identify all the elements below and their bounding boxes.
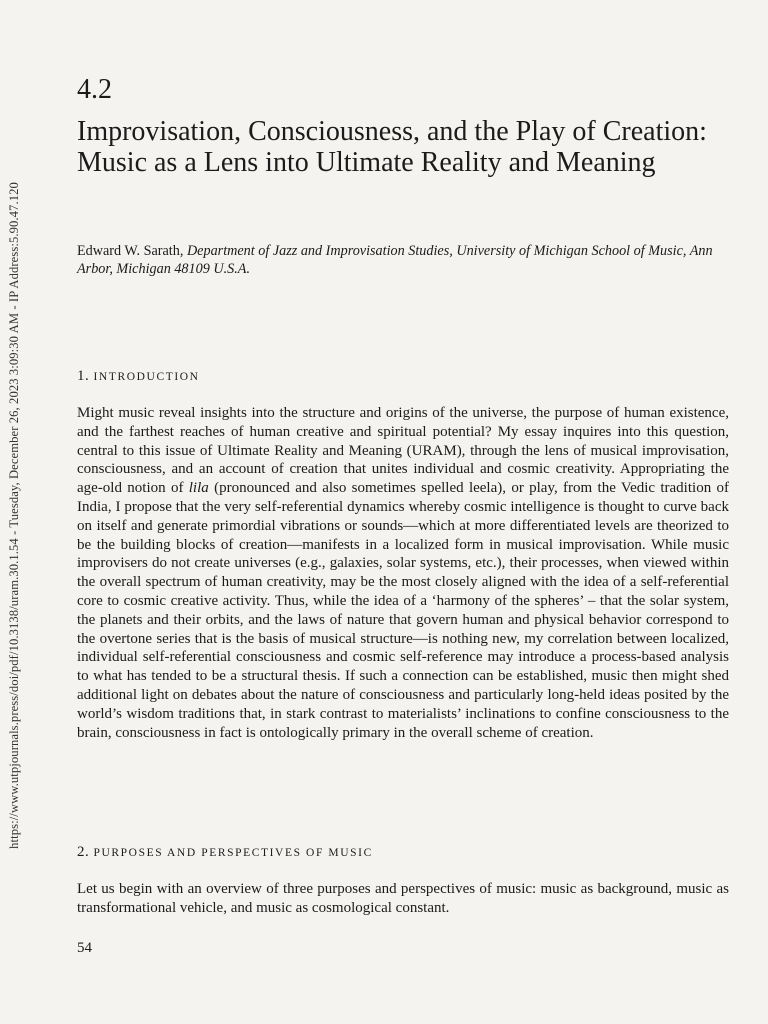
section-title: INTRODUCTION — [93, 371, 200, 383]
download-stamp-text: https://www.utpjournals.press/doi/pdf/10.3138/uram.30.1.54 - Tuesday, December 26, 2023 3:09:30 AM - IP Address:5.90.47.120 — [6, 181, 21, 849]
article-title: Improvisation, Consciousness, and the Play of Creation: Music as a Lens into Ultimate Reality and Meaning — [77, 116, 707, 178]
page-number: 54 — [77, 940, 92, 956]
purposes-paragraph: Let us begin with an overview of three purposes and perspectives of music: music as background, music as transformational vehicle, and music as cosmological constant. — [77, 881, 729, 916]
chapter-number: 4.2 — [77, 74, 112, 105]
author-affiliation: Department of Jazz and Improvisation Studies, University of Michigan School of Music, Ann Arbor, Michigan 48109 U.S.A. — [77, 243, 713, 277]
italic-term: lila — [188, 480, 209, 497]
paragraph-text: Might music reveal insights into the structure and origins of the universe, the purpose of human existence, and the farthest reaches of human creative and spiritual potential? My essay inquires into this question, central to this issue of Ultimate Reality and Meaning (URAM), through the lens of musical improvisation, consciousness, and an account of creation that unites individual and cosmic creativity. Appropriating the age-old notion of — [77, 405, 729, 497]
introduction-paragraph — [77, 404, 729, 742]
paragraph-text: (pronounced and also sometimes spelled leela), or play, from the Vedic tradition of India, I propose that the very self-referential dynamics whereby cosmic intelligence is thought to curve back on itself and generate primordial vibrations or sounds—which at more differentiated levels are theorized to be the building blocks of creation—manifests in a localized form in musical improvisation. While music improvisers do not create universes (e.g., galaxies, solar systems, etc.), their processes, when viewed within the overall spectrum of human creativity, may be the most closely aligned with the idea of a self-referential core to cosmic creative activity. Thus, while the idea of a ‘harmony of the spheres’ – that the solar system, the planets and their orbits, and the laws of nature that govern human and physical behavior correspond to the overtone series that is the basis of musical structure—is nothing new, my correlation between localized, individual self-referential consciousness and cosmic self-reference may introduce a process-based analysis to what has tended to be a structural thesis. If such a connection can be established, music then might shed additional light on debates about the nature of consciousness and particularly long-held ideas posited by the world’s wisdom traditions that, in stark contrast to materialists’ inclinations to confine consciousness to the brain, consciousness in fact is ontologically primary in the overall scheme of creation. — [77, 480, 730, 741]
section-heading-purposes — [77, 844, 373, 861]
section-title: PURPOSES AND PERSPECTIVES OF MUSIC — [93, 847, 373, 859]
author-name: Edward W. Sarath, — [77, 243, 184, 259]
section-number: 2. — [77, 844, 90, 860]
section-number: 1. — [77, 368, 90, 384]
author-line — [77, 242, 717, 278]
section-heading-introduction — [77, 368, 200, 385]
download-stamp — [3, 181, 25, 849]
